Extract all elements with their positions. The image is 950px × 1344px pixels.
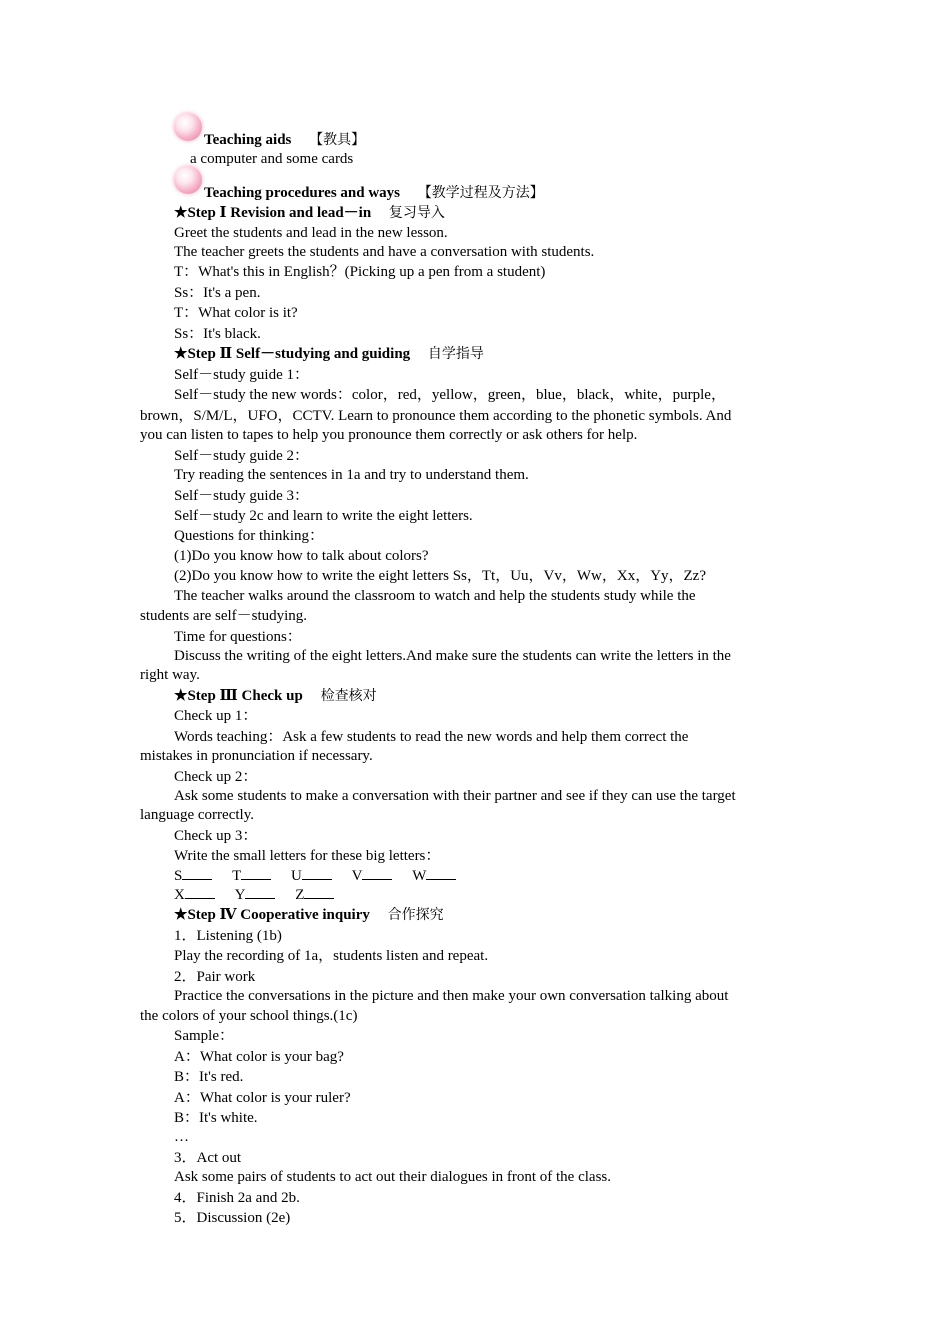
teaching-aids-title: Teaching aids [204,132,292,148]
step1-line: Ss：It's a pen. [174,285,261,301]
step4-item-text: the colors of your school things.(1c) [140,1008,358,1024]
letter-blank: V [352,868,393,884]
walk-text: The teacher walks around the classroom to watch and help the students study while the [174,588,696,604]
letter-blank: S [174,868,212,884]
letters-row [174,886,334,904]
step1-line: The teacher greets the students and have a conversation with students. [174,244,595,260]
step4-item: 3．Act out [174,1150,242,1166]
step1-line: Greet the students and lead in the new lesson. [174,225,448,241]
check2-label: Check up 2： [174,769,258,785]
check1-text: Words teaching：Ask a few students to read the new words and help them correct the [174,729,689,745]
step2-heading-text: ★Step Ⅱ Self－studying and guiding [174,346,411,362]
step3-heading-text: ★Step Ⅲ Check up [174,688,303,704]
time-text: right way. [140,667,200,683]
step2-heading-cn: 自学指导 [427,346,484,362]
letter-blank: W [412,868,456,884]
step4-item-text: Practice the conversations in the picture and then make your own conversation talking about [174,988,729,1004]
sample-label: Sample： [174,1028,234,1044]
check1-label: Check up 1： [174,708,258,724]
guide3-text: Self－study 2c and learn to write the eight letters. [174,508,473,524]
step1-heading-cn: 复习导入 [388,205,445,221]
flower-bullet-icon [174,166,202,194]
step4-item: 4．Finish 2a and 2b. [174,1190,300,1206]
sample-line: A：What color is your bag? [174,1049,344,1065]
teaching-aids-title-cn: 【教具】 [309,132,366,148]
guide1-text: Self－study the new words：color，red，yellow，green，blue，black，white，purple， [174,387,726,403]
step4-item: 1．Listening (1b) [174,928,282,944]
procedures-heading [204,184,544,202]
walk-text: students are self－studying. [140,608,308,624]
step4-heading-text: ★Step Ⅳ Cooperative inquiry [174,907,370,923]
step1-line: Ss：It's black. [174,326,261,342]
letter-blank: Z [295,887,334,903]
question-item: (2)Do you know how to write the eight letters Ss，Tt，Uu，Vv，Ww，Xx，Yy，Zz? [174,568,707,584]
letter-blank: U [291,868,332,884]
step1-heading [174,204,445,222]
letter-blank: X [174,887,215,903]
step4-item: 2．Pair work [174,969,256,985]
guide2-text: Try reading the sentences in 1a and try to understand them. [174,467,529,483]
check1-text: mistakes in pronunciation if necessary. [140,748,373,764]
check3-text: Write the small letters for these big letters： [174,848,441,864]
step4-item: 5．Discussion (2e) [174,1210,291,1226]
guide1-text: you can listen to tapes to help you pronounce them correctly or ask others for help. [140,427,638,443]
sample-line: B：It's white. [174,1110,258,1126]
sample-line: B：It's red. [174,1069,244,1085]
letter-blank: T [232,868,271,884]
flower-bullet-icon [174,113,202,141]
questions-label: Questions for thinking： [174,528,324,544]
question-item: (1)Do you know how to talk about colors? [174,548,429,564]
step4-item-text: Play the recording of 1a，students listen and repeat. [174,948,489,964]
step3-heading-cn: 检查核对 [320,688,377,704]
step4-item-text: Ask some pairs of students to act out their dialogues in front of the class. [174,1169,611,1185]
sample-line: A：What color is your ruler? [174,1090,351,1106]
step1-line: T：What's this in English？(Picking up a pen from a student) [174,264,546,280]
step1-line: T：What color is it? [174,305,298,321]
step3-heading [174,687,377,705]
time-label: Time for questions： [174,629,302,645]
teaching-aids-content: a computer and some cards [190,151,354,167]
time-text: Discuss the writing of the eight letters.And make sure the students can write the letters in the [174,648,731,664]
teaching-aids-heading [204,131,365,149]
guide3-label: Self－study guide 3： [174,488,309,504]
check3-label: Check up 3： [174,828,258,844]
guide1-label: Self－study guide 1： [174,367,309,383]
check2-text: Ask some students to make a conversation with their partner and see if they can use the target [174,788,736,804]
step1-heading-text: ★Step Ⅰ Revision and lead－in [174,205,372,221]
sample-line: … [174,1129,189,1145]
guide2-label: Self－study guide 2： [174,448,309,464]
letters-row [174,867,456,885]
guide1-text: brown，S/M/L，UFO，CCTV. Learn to pronounce them according to the phonetic symbols. And [140,408,732,424]
procedures-title: Teaching procedures and ways [204,185,401,201]
step4-heading [174,906,444,924]
step2-heading [174,345,484,363]
step4-heading-cn: 合作探究 [387,907,444,923]
letter-blank: Y [235,887,276,903]
procedures-title-cn: 【教学过程及方法】 [417,185,544,201]
check2-text: language correctly. [140,807,254,823]
